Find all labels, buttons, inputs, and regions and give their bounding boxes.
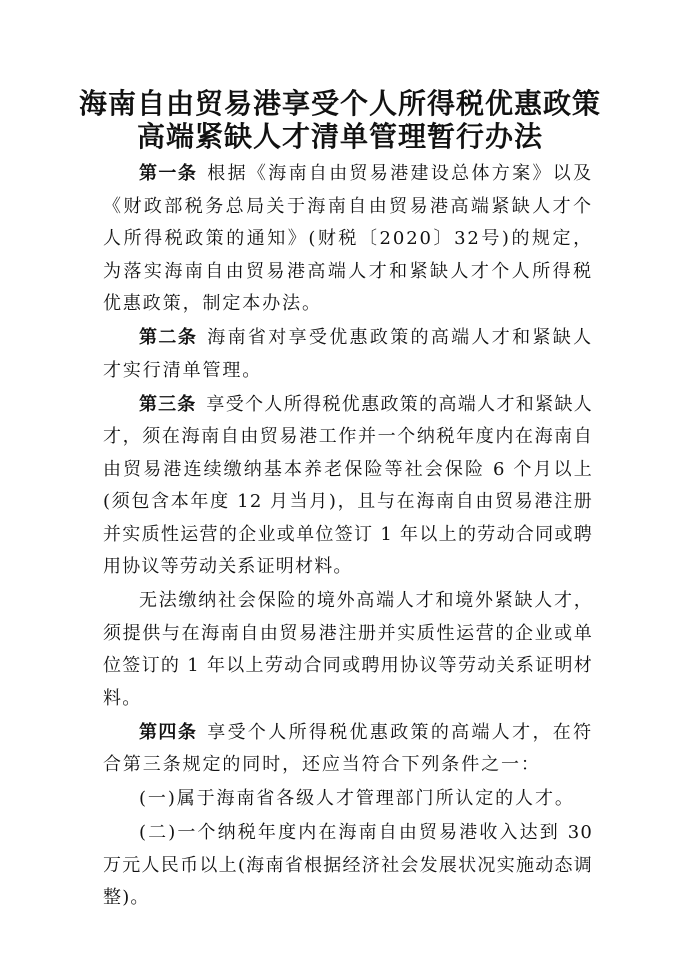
article-2 [103,322,593,387]
condition-2 [103,817,593,915]
article-3 [103,389,593,584]
article-1 [103,158,593,321]
article-label: 第三条 [139,393,197,415]
article-text: 海南省对享受优惠政策的高端人才和紧缺人才实行清单管理。 [103,327,593,381]
article-text: 享受个人所得税优惠政策的高端人才和紧缺人才，须在海南自由贸易港工作并一个纳税年度内在海南自由贸易港连续缴纳基本养老保险等社会保险 6 个月以上(须包含本年度 12 月当月)，且与在海南自由贸易港注册并实质性运营的企业或单位签订 1 年以上的劳动合同或聘用协议等劳动关系证明材料。 [103,393,594,577]
document-title-line-1: 海南自由贸易港享受个人所得税优惠政策 [78,87,601,120]
document-title-line-2: 高端紧缺人才清单管理暂行办法 [136,120,543,153]
paragraph-text: 无法缴纳社会保险的境外高端人才和境外紧缺人才，须提供与在海南自由贸易港注册并实质性运营的企业或单位签订的 1 年以上劳动合同或聘用协议等劳动关系证明材料。 [103,590,593,709]
article-label: 第一条 [139,163,198,184]
article-label: 第二条 [139,327,198,348]
article-label: 第四条 [139,721,198,743]
article-4 [103,717,593,782]
article-text: 享受个人所得税优惠政策的高端人才，在符合第三条规定的同时，还应当符合下列条件之一： [103,721,593,775]
article-text: 根据《海南自由贸易港建设总体方案》以及《财政部税务总局关于海南自由贸易港高端紧缺人才个人所得税政策的通知》(财税〔2020〕32号)的规定，为落实海南自由贸易港高端人才和紧缺人才个人所得税优惠政策，制定本办法。 [103,163,593,314]
condition-text: (二)一个纳税年度内在海南自由贸易港收入达到 30 万元人民币以上(海南省根据经济社会发展状况实施动态调整)。 [103,822,593,908]
article-3-paragraph-2 [103,585,593,715]
condition-text: (一)属于海南省各级人才管理部门所认定的人才。 [139,788,575,809]
condition-1 [103,783,593,816]
document-body [103,158,593,916]
